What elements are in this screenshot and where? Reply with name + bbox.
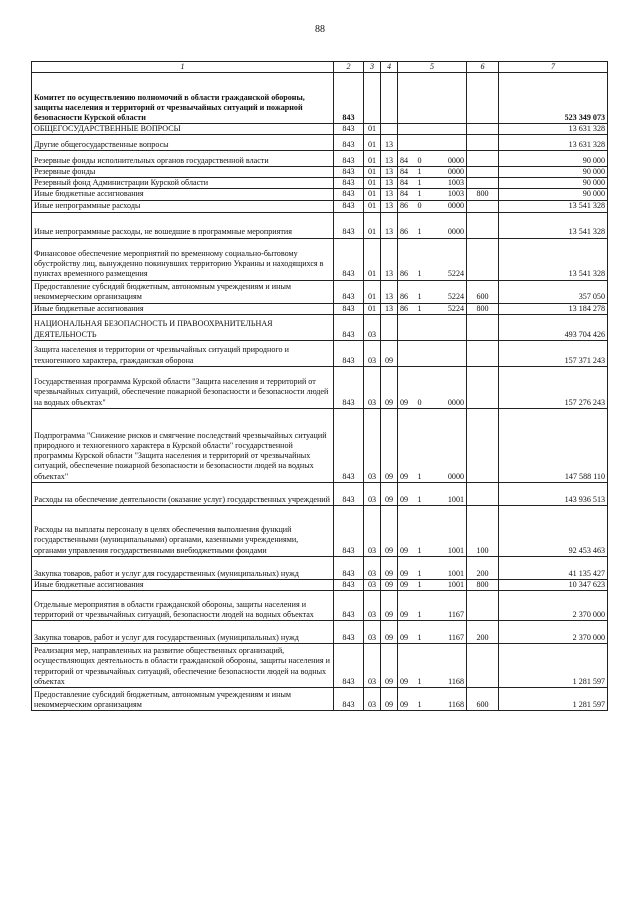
row-section-code: 01 (364, 167, 381, 178)
table-row (32, 303, 608, 314)
row-subprogram-code (414, 124, 426, 135)
row-direction-code: 1003 (426, 178, 467, 189)
row-name-cell: Иные бюджетные ассигнования (32, 579, 334, 590)
row-amount: 493 704 426 (499, 314, 608, 340)
table-row (32, 505, 608, 556)
row-ministry-code: 843 (334, 579, 364, 590)
row-ministry-code: 843 (334, 340, 364, 366)
row-amount: 13 631 328 (499, 124, 608, 135)
row-subprogram-code: 1 (414, 167, 426, 178)
table-row (32, 556, 608, 579)
row-subsection-code: 13 (381, 189, 398, 200)
row-subprogram-code (414, 340, 426, 366)
row-amount: 157 371 243 (499, 340, 608, 366)
row-name-cell: Резервные фонды исполнительных органов государственной власти (32, 151, 334, 167)
row-name-cell: Иные бюджетные ассигнования (32, 189, 334, 200)
row-subprogram-code: 1 (414, 556, 426, 579)
row-direction-code: 0000 (426, 167, 467, 178)
row-section-code: 03 (364, 366, 381, 408)
row-subsection-code: 09 (381, 340, 398, 366)
row-program-code: 09 (398, 408, 414, 482)
row-direction-code: 1001 (426, 579, 467, 590)
table-row (32, 135, 608, 151)
row-name-cell: Предоставление субсидий бюджетным, автономным учреждениям и иным некоммерческим организациям (32, 687, 334, 710)
row-expense-type-code: 600 (467, 280, 499, 303)
row-subsection-code: 13 (381, 200, 398, 212)
row-direction-code: 1167 (426, 620, 467, 643)
row-expense-type-code (467, 151, 499, 167)
row-expense-type-code: 200 (467, 620, 499, 643)
row-name-cell: Резервный фонд Администрации Курской области (32, 178, 334, 189)
row-subsection-code: 09 (381, 505, 398, 556)
row-direction-code: 1167 (426, 590, 467, 620)
row-program-code: 09 (398, 366, 414, 408)
header-col-2: 2 (334, 62, 364, 73)
row-expense-type-code: 100 (467, 505, 499, 556)
row-amount: 1 281 597 (499, 687, 608, 710)
row-expense-type-code: 800 (467, 579, 499, 590)
row-name-cell: Расходы на обеспечение деятельности (оказание услуг) государственных учреждений (32, 482, 334, 505)
row-amount: 157 276 243 (499, 366, 608, 408)
header-col-7: 7 (499, 62, 608, 73)
row-program-code (398, 124, 414, 135)
table-row (32, 238, 608, 280)
row-ministry-code: 843 (334, 366, 364, 408)
row-subsection-code: 13 (381, 178, 398, 189)
row-name-cell: Резервные фонды (32, 167, 334, 178)
row-expense-type-code: 600 (467, 687, 499, 710)
row-subprogram-code: 1 (414, 620, 426, 643)
row-section-code: 01 (364, 178, 381, 189)
row-subsection-code: 13 (381, 151, 398, 167)
row-direction-code: 0000 (426, 151, 467, 167)
table-row (32, 482, 608, 505)
table-row (32, 643, 608, 687)
row-amount: 357 050 (499, 280, 608, 303)
row-program-code (398, 314, 414, 340)
row-direction-code: 0000 (426, 212, 467, 238)
row-program-code (398, 135, 414, 151)
row-subsection-code (381, 314, 398, 340)
table-row (32, 590, 608, 620)
row-name-cell: Государственная программа Курской области "Защита населения и территорий от чрезвычайных ситуаций, обеспечение пожарной безопасности и безопасности людей на водных объектах" (32, 366, 334, 408)
row-expense-type-code (467, 643, 499, 687)
row-section-code (364, 73, 381, 124)
row-subprogram-code: 1 (414, 238, 426, 280)
row-section-code: 03 (364, 482, 381, 505)
header-row (32, 62, 608, 73)
row-direction-code: 0000 (426, 408, 467, 482)
row-amount: 90 000 (499, 178, 608, 189)
row-subprogram-code: 1 (414, 482, 426, 505)
row-name-cell: Финансовое обеспечение мероприятий по временному социально-бытовому обустройству лиц, вынужденно покинувших территорию Украины и находящихся в пунктах временного размещения (32, 238, 334, 280)
row-section-code: 01 (364, 212, 381, 238)
row-subprogram-code: 1 (414, 505, 426, 556)
row-name-cell: Подпрограмма "Снижение рисков и смягчение последствий чрезвычайных ситуаций природного и техногенного характера в Курской области" государственной программы Курской области "Защита населения и территорий от чрезвычайных ситуаций, обеспечение пожарной безопасности и безопасности людей на водных объектах" (32, 408, 334, 482)
table-row (32, 124, 608, 135)
row-section-code: 03 (364, 620, 381, 643)
row-program-code: 09 (398, 579, 414, 590)
row-amount: 143 936 513 (499, 482, 608, 505)
row-direction-code: 1001 (426, 556, 467, 579)
row-subsection-code (381, 124, 398, 135)
row-subprogram-code: 0 (414, 200, 426, 212)
table-body (32, 73, 608, 711)
row-program-code: 09 (398, 620, 414, 643)
row-subprogram-code (414, 314, 426, 340)
row-subsection-code: 09 (381, 482, 398, 505)
row-name-cell: НАЦИОНАЛЬНАЯ БЕЗОПАСНОСТЬ И ПРАВООХРАНИТЕЛЬНАЯ ДЕЯТЕЛЬНОСТЬ (32, 314, 334, 340)
row-direction-code (426, 135, 467, 151)
row-program-code: 86 (398, 303, 414, 314)
row-program-code: 09 (398, 643, 414, 687)
row-name-cell: Защита населения и территории от чрезвычайных ситуаций природного и техногенного характера, гражданская оборона (32, 340, 334, 366)
row-subsection-code: 13 (381, 212, 398, 238)
header-col-6: 6 (467, 62, 499, 73)
row-direction-code: 1001 (426, 505, 467, 556)
row-ministry-code: 843 (334, 482, 364, 505)
row-ministry-code: 843 (334, 167, 364, 178)
row-subsection-code: 13 (381, 303, 398, 314)
row-subprogram-code: 0 (414, 366, 426, 408)
row-amount: 41 135 427 (499, 556, 608, 579)
table-row (32, 189, 608, 200)
row-ministry-code: 843 (334, 590, 364, 620)
row-section-code: 03 (364, 340, 381, 366)
table-row (32, 178, 608, 189)
row-ministry-code: 843 (334, 200, 364, 212)
row-subsection-code: 09 (381, 590, 398, 620)
row-amount: 90 000 (499, 167, 608, 178)
row-amount: 10 347 623 (499, 579, 608, 590)
budget-table (31, 61, 608, 711)
row-ministry-code: 843 (334, 303, 364, 314)
row-subprogram-code: 1 (414, 178, 426, 189)
row-ministry-code: 843 (334, 238, 364, 280)
row-name-cell: Иные бюджетные ассигнования (32, 303, 334, 314)
row-subsection-code: 13 (381, 135, 398, 151)
row-ministry-code: 843 (334, 408, 364, 482)
row-direction-code: 0000 (426, 200, 467, 212)
row-ministry-code: 843 (334, 178, 364, 189)
row-subprogram-code: 1 (414, 189, 426, 200)
row-ministry-code: 843 (334, 620, 364, 643)
row-direction-code: 5224 (426, 238, 467, 280)
table-row (32, 200, 608, 212)
table-row (32, 212, 608, 238)
row-section-code: 01 (364, 303, 381, 314)
row-section-code: 03 (364, 590, 381, 620)
row-direction-code: 5224 (426, 280, 467, 303)
page-number: 88 (315, 24, 325, 35)
row-name-cell: Расходы на выплаты персоналу в целях обеспечения выполнения функций государственными (муниципальными) органами, казенными учреждениями, органами управления государственными внебюджетными фондами (32, 505, 334, 556)
row-ministry-code: 843 (334, 212, 364, 238)
row-amount: 13 631 328 (499, 135, 608, 151)
row-expense-type-code (467, 314, 499, 340)
row-expense-type-code (467, 200, 499, 212)
row-program-code: 84 (398, 189, 414, 200)
row-expense-type-code (467, 238, 499, 280)
row-amount: 147 588 110 (499, 408, 608, 482)
table-row (32, 314, 608, 340)
table-row (32, 620, 608, 643)
table-row (32, 408, 608, 482)
row-subprogram-code: 1 (414, 687, 426, 710)
row-ministry-code: 843 (334, 73, 364, 124)
row-direction-code (426, 73, 467, 124)
row-direction-code: 1001 (426, 482, 467, 505)
row-name-cell: ОБЩЕГОСУДАРСТВЕННЫЕ ВОПРОСЫ (32, 124, 334, 135)
row-expense-type-code (467, 366, 499, 408)
row-direction-code: 1168 (426, 687, 467, 710)
row-section-code: 03 (364, 687, 381, 710)
row-program-code: 09 (398, 590, 414, 620)
header-col-1: 1 (32, 62, 334, 73)
row-subprogram-code: 1 (414, 212, 426, 238)
row-amount: 2 370 000 (499, 590, 608, 620)
row-subsection-code: 13 (381, 280, 398, 303)
row-name-cell: Иные непрограммные расходы (32, 200, 334, 212)
table-row (32, 73, 608, 124)
row-program-code: 86 (398, 200, 414, 212)
row-expense-type-code (467, 340, 499, 366)
row-section-code: 01 (364, 124, 381, 135)
row-subprogram-code: 1 (414, 280, 426, 303)
table-row (32, 579, 608, 590)
row-subprogram-code: 0 (414, 151, 426, 167)
row-subsection-code (381, 73, 398, 124)
row-amount: 90 000 (499, 151, 608, 167)
row-amount: 13 541 328 (499, 238, 608, 280)
row-ministry-code: 843 (334, 643, 364, 687)
row-program-code: 09 (398, 482, 414, 505)
row-amount: 13 541 328 (499, 200, 608, 212)
row-expense-type-code (467, 167, 499, 178)
row-subsection-code: 13 (381, 167, 398, 178)
row-program-code (398, 340, 414, 366)
row-amount: 90 000 (499, 189, 608, 200)
row-amount: 2 370 000 (499, 620, 608, 643)
row-section-code: 03 (364, 643, 381, 687)
row-program-code: 86 (398, 212, 414, 238)
row-ministry-code: 843 (334, 556, 364, 579)
table-row (32, 366, 608, 408)
table-row (32, 151, 608, 167)
row-ministry-code: 843 (334, 314, 364, 340)
row-expense-type-code (467, 212, 499, 238)
row-direction-code: 1003 (426, 189, 467, 200)
row-program-code: 09 (398, 505, 414, 556)
row-subsection-code: 09 (381, 620, 398, 643)
row-direction-code: 5224 (426, 303, 467, 314)
row-program-code: 86 (398, 238, 414, 280)
row-program-code: 84 (398, 178, 414, 189)
row-program-code (398, 73, 414, 124)
row-expense-type-code (467, 135, 499, 151)
table-row (32, 280, 608, 303)
row-section-code: 01 (364, 151, 381, 167)
row-amount: 13 184 278 (499, 303, 608, 314)
row-subprogram-code: 1 (414, 579, 426, 590)
row-direction-code (426, 124, 467, 135)
row-subprogram-code: 1 (414, 303, 426, 314)
row-subprogram-code (414, 135, 426, 151)
row-subprogram-code (414, 73, 426, 124)
header-col-4: 4 (381, 62, 398, 73)
row-section-code: 03 (364, 579, 381, 590)
row-program-code: 86 (398, 280, 414, 303)
row-subprogram-code: 1 (414, 408, 426, 482)
row-section-code: 01 (364, 135, 381, 151)
row-section-code: 01 (364, 200, 381, 212)
row-ministry-code: 843 (334, 124, 364, 135)
row-name-cell: Закупка товаров, работ и услуг для государственных (муниципальных) нужд (32, 620, 334, 643)
row-direction-code: 1168 (426, 643, 467, 687)
row-name-cell: Предоставление субсидий бюджетным, автономным учреждениям и иным некоммерческим организациям (32, 280, 334, 303)
row-name-cell: Комитет по осуществлению полномочий в области гражданской обороны, защиты населения и территорий от чрезвычайных ситуаций и пожарной безопасности Курской области (32, 73, 334, 124)
row-expense-type-code: 200 (467, 556, 499, 579)
row-expense-type-code (467, 178, 499, 189)
table-row (32, 687, 608, 710)
row-subsection-code: 09 (381, 366, 398, 408)
row-expense-type-code (467, 124, 499, 135)
row-section-code: 01 (364, 189, 381, 200)
header-col-5: 5 (398, 62, 467, 73)
row-section-code: 03 (364, 408, 381, 482)
table-row (32, 340, 608, 366)
row-direction-code (426, 314, 467, 340)
row-amount: 523 349 073 (499, 73, 608, 124)
row-subsection-code: 09 (381, 687, 398, 710)
row-ministry-code: 843 (334, 189, 364, 200)
row-name-cell: Закупка товаров, работ и услуг для государственных (муниципальных) нужд (32, 556, 334, 579)
row-program-code: 84 (398, 167, 414, 178)
row-amount: 13 541 328 (499, 212, 608, 238)
row-program-code: 09 (398, 687, 414, 710)
row-expense-type-code: 800 (467, 189, 499, 200)
row-ministry-code: 843 (334, 135, 364, 151)
row-program-code: 84 (398, 151, 414, 167)
row-subsection-code: 09 (381, 579, 398, 590)
row-subprogram-code: 1 (414, 643, 426, 687)
row-subsection-code: 09 (381, 643, 398, 687)
row-ministry-code: 843 (334, 687, 364, 710)
row-subprogram-code: 1 (414, 590, 426, 620)
row-ministry-code: 843 (334, 151, 364, 167)
row-name-cell: Иные непрограммные расходы, не вошедшие в программные мероприятия (32, 212, 334, 238)
row-section-code: 01 (364, 238, 381, 280)
row-section-code: 03 (364, 556, 381, 579)
row-expense-type-code (467, 482, 499, 505)
row-name-cell: Реализация мер, направленных на развитие общественных организаций, осуществляющих деятельность в области гражданской обороны, защиты населения и территорий от чрезвычайных ситуаций, обеспечение безопасности людей на водных объектах (32, 643, 334, 687)
table-row (32, 167, 608, 178)
row-section-code: 01 (364, 280, 381, 303)
row-expense-type-code (467, 590, 499, 620)
row-ministry-code: 843 (334, 505, 364, 556)
row-section-code: 03 (364, 314, 381, 340)
row-direction-code: 0000 (426, 366, 467, 408)
row-subsection-code: 09 (381, 408, 398, 482)
row-name-cell: Отдельные мероприятия в области гражданской обороны, защиты населения и территорий от чрезвычайных ситуаций, безопасности людей на водных объектах (32, 590, 334, 620)
row-program-code: 09 (398, 556, 414, 579)
row-amount: 92 453 463 (499, 505, 608, 556)
row-amount: 1 281 597 (499, 643, 608, 687)
row-expense-type-code (467, 73, 499, 124)
row-direction-code (426, 340, 467, 366)
row-subsection-code: 13 (381, 238, 398, 280)
row-section-code: 03 (364, 505, 381, 556)
row-subsection-code: 09 (381, 556, 398, 579)
row-expense-type-code: 800 (467, 303, 499, 314)
row-ministry-code: 843 (334, 280, 364, 303)
row-name-cell: Другие общегосударственные вопросы (32, 135, 334, 151)
row-expense-type-code (467, 408, 499, 482)
header-col-3: 3 (364, 62, 381, 73)
